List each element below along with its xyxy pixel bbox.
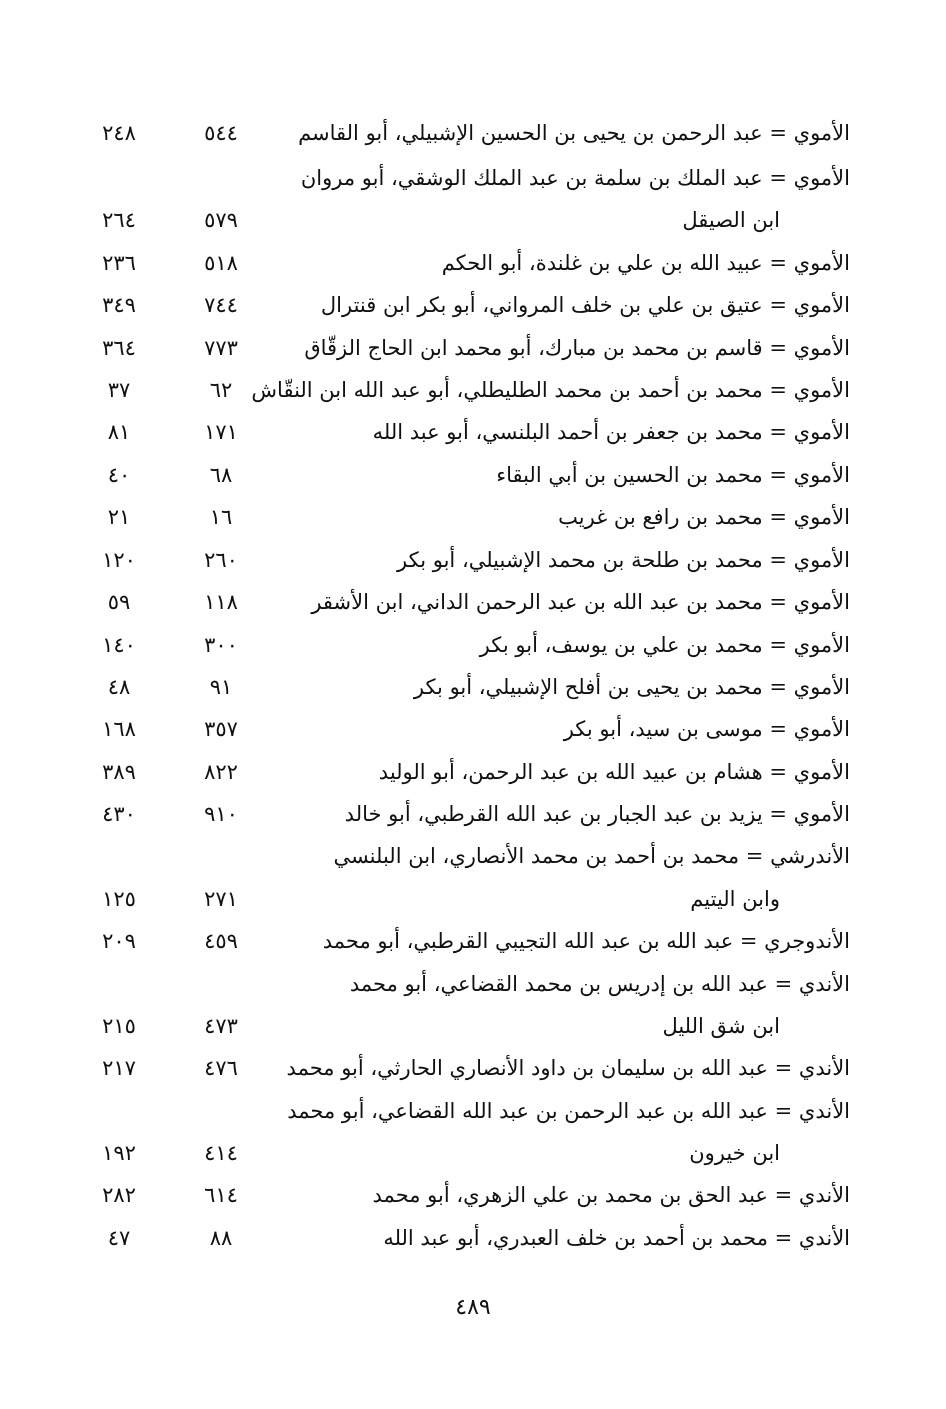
- entry-text: الأندي = عبد الله بن عبد الرحمن بن عبد الله القضاعي، أبو محمد: [287, 1099, 850, 1123]
- page-number: ٥٩: [107, 590, 131, 614]
- entry-number: ٢٧١: [204, 887, 238, 911]
- entry-text: الأموي = محمد بن جعفر بن أحمد البلنسي، أبو عبد الله: [372, 420, 850, 444]
- index-row: [0, 749, 946, 795]
- page-number: ١٢٥: [102, 887, 136, 911]
- index-row: [0, 282, 946, 328]
- entry-text: الأموي = عبد الملك بن سلمة بن عبد الملك الوشقي، أبو مروان: [300, 166, 850, 190]
- index-row-continuation: [0, 1003, 946, 1049]
- index-row: [0, 240, 946, 286]
- index-row: [0, 494, 946, 540]
- entry-number: ٧٧٣: [204, 336, 238, 360]
- entry-text: الأموي = عتيق بن علي بن خلف المرواني، أبو بكر ابن قنترال: [320, 293, 850, 317]
- entry-text: وابن اليتيم: [690, 887, 780, 911]
- entry-number: ٥٧٩: [204, 208, 238, 232]
- index-row: [0, 791, 946, 837]
- entry-text: الأموي = محمد بن الحسين بن أبي البقاء: [496, 463, 850, 487]
- entry-text: الأندرشي = محمد بن أحمد بن محمد الأنصاري، ابن البلنسي: [333, 844, 850, 868]
- entry-text: الأندي = عبد الله بن إدريس بن محمد القضاعي، أبو محمد: [349, 972, 850, 996]
- index-row: [0, 537, 946, 583]
- page-number: ٢١٧: [102, 1056, 136, 1080]
- entry-number: ٣٥٧: [204, 717, 238, 741]
- index-row: [0, 1172, 946, 1218]
- page-number: ٣٨٩: [102, 760, 136, 784]
- entry-number: ٦١٤: [204, 1183, 238, 1207]
- page-number: ٢١: [107, 505, 131, 529]
- page-number: ٨١: [107, 420, 131, 444]
- page-number: ٣٦٤: [102, 336, 136, 360]
- entry-text: ابن خيرون: [689, 1141, 780, 1165]
- index-row: [0, 409, 946, 455]
- page-number: ٢٨٢: [102, 1183, 136, 1207]
- index-row: [0, 706, 946, 752]
- page-number: ٢٤٨: [102, 121, 136, 145]
- entry-text: ابن الصيقل: [682, 208, 780, 232]
- entry-number: ٥١٨: [204, 251, 238, 275]
- index-row-continuation: [0, 1130, 946, 1176]
- page-number: ١٦٨: [102, 717, 136, 741]
- entry-number: ١٧١: [204, 420, 238, 444]
- index-row: [0, 1088, 946, 1134]
- entry-text: الأموي = محمد بن يحيى بن أفلح الإشبيلي، أبو بكر: [413, 675, 850, 699]
- entry-text: الأموي = محمد بن علي بن يوسف، أبو بكر: [479, 633, 850, 657]
- entry-number: ٥٤٤: [204, 121, 238, 145]
- entry-number: ١١٨: [204, 590, 238, 614]
- entry-number: ٨٢٢: [204, 760, 238, 784]
- index-row: [0, 918, 946, 964]
- entry-text: الأندوجري = عبد الله بن عبد الله التجيبي القرطبي، أبو محمد: [322, 929, 850, 953]
- entry-number: ٢٦٠: [204, 548, 238, 572]
- index-row: [0, 833, 946, 879]
- entry-number: ٤٧٦: [204, 1056, 238, 1080]
- entry-number: ٤٥٩: [204, 929, 238, 953]
- index-row: [0, 110, 946, 156]
- page-number: ١٩٢: [102, 1141, 136, 1165]
- index-row: [0, 664, 946, 710]
- entry-text: الأموي = قاسم بن محمد بن مبارك، أبو محمد ابن الحاج الزقّاق: [304, 336, 850, 360]
- page-folio: ٤٨٩: [455, 1295, 491, 1320]
- entry-number: ٨٨: [209, 1226, 233, 1250]
- index-row: [0, 1215, 946, 1261]
- index-row: [0, 961, 946, 1007]
- entry-text: الأموي = عبد الرحمن بن يحيى بن الحسين الإشبيلي، أبو القاسم: [298, 121, 850, 145]
- entry-number: ٦٨: [209, 463, 233, 487]
- entry-number: ٣٠٠: [204, 633, 238, 657]
- entry-text: الأموي = موسى بن سيد، أبو بكر: [563, 717, 850, 741]
- entry-number: ٤١٤: [204, 1141, 238, 1165]
- entry-text: الأندي = محمد بن أحمد بن خلف العبدري، أبو عبد الله: [383, 1226, 850, 1250]
- index-row: [0, 367, 946, 413]
- entry-text: الأموي = محمد بن طلحة بن محمد الإشبيلي، أبو بكر: [397, 548, 850, 572]
- page-number: ٤٨: [107, 675, 131, 699]
- entry-text: الأموي = يزيد بن عبد الجبار بن عبد الله القرطبي، أبو خالد: [344, 802, 850, 826]
- index-row: [0, 155, 946, 201]
- entry-text: الأندي = عبد الله بن سليمان بن داود الأنصاري الحارثي، أبو محمد: [286, 1056, 850, 1080]
- page-number: ٢٠٩: [102, 929, 136, 953]
- page-number: ١٢٠: [102, 548, 136, 572]
- index-row: [0, 325, 946, 371]
- entry-number: ٦٢: [209, 378, 233, 402]
- index-row: [0, 579, 946, 625]
- entry-text: الأموي = محمد بن عبد الله بن عبد الرحمن الداني، ابن الأشقر: [311, 590, 850, 614]
- entry-text: ابن شق الليل: [662, 1014, 780, 1038]
- entry-number: ٩١: [209, 675, 233, 699]
- page-number: ١٤٠: [102, 633, 136, 657]
- index-row-continuation: [0, 876, 946, 922]
- entry-number: ٧٤٤: [204, 293, 238, 317]
- page-number: ٤٣٠: [102, 802, 136, 826]
- entry-text: الأموي = محمد بن أحمد بن محمد الطليطلي، أبو عبد الله ابن النقّاش: [251, 378, 850, 402]
- page-number: ٢٦٤: [102, 208, 136, 232]
- entry-text: الأموي = هشام بن عبيد الله بن عبد الرحمن، أبو الوليد: [378, 760, 850, 784]
- index-row: [0, 452, 946, 498]
- index-row: [0, 622, 946, 668]
- entry-number: ٩١٠: [204, 802, 238, 826]
- page-number: ٣٧: [107, 378, 131, 402]
- page-number: ٢١٥: [102, 1014, 136, 1038]
- entry-text: الأندي = عبد الحق بن محمد بن علي الزهري، أبو محمد: [372, 1183, 850, 1207]
- index-row: [0, 1045, 946, 1091]
- index-row-continuation: [0, 197, 946, 243]
- entry-text: الأموي = محمد بن رافع بن غريب: [558, 505, 850, 529]
- page-number: ٣٤٩: [102, 293, 136, 317]
- page-number: ٢٣٦: [102, 251, 136, 275]
- page-number: ٤٠: [107, 463, 131, 487]
- entry-number: ١٦: [209, 505, 233, 529]
- entry-number: ٤٧٣: [204, 1014, 238, 1038]
- page-number: ٤٧: [107, 1226, 131, 1250]
- entry-text: الأموي = عبيد الله بن علي بن غلندة، أبو الحكم: [441, 251, 850, 275]
